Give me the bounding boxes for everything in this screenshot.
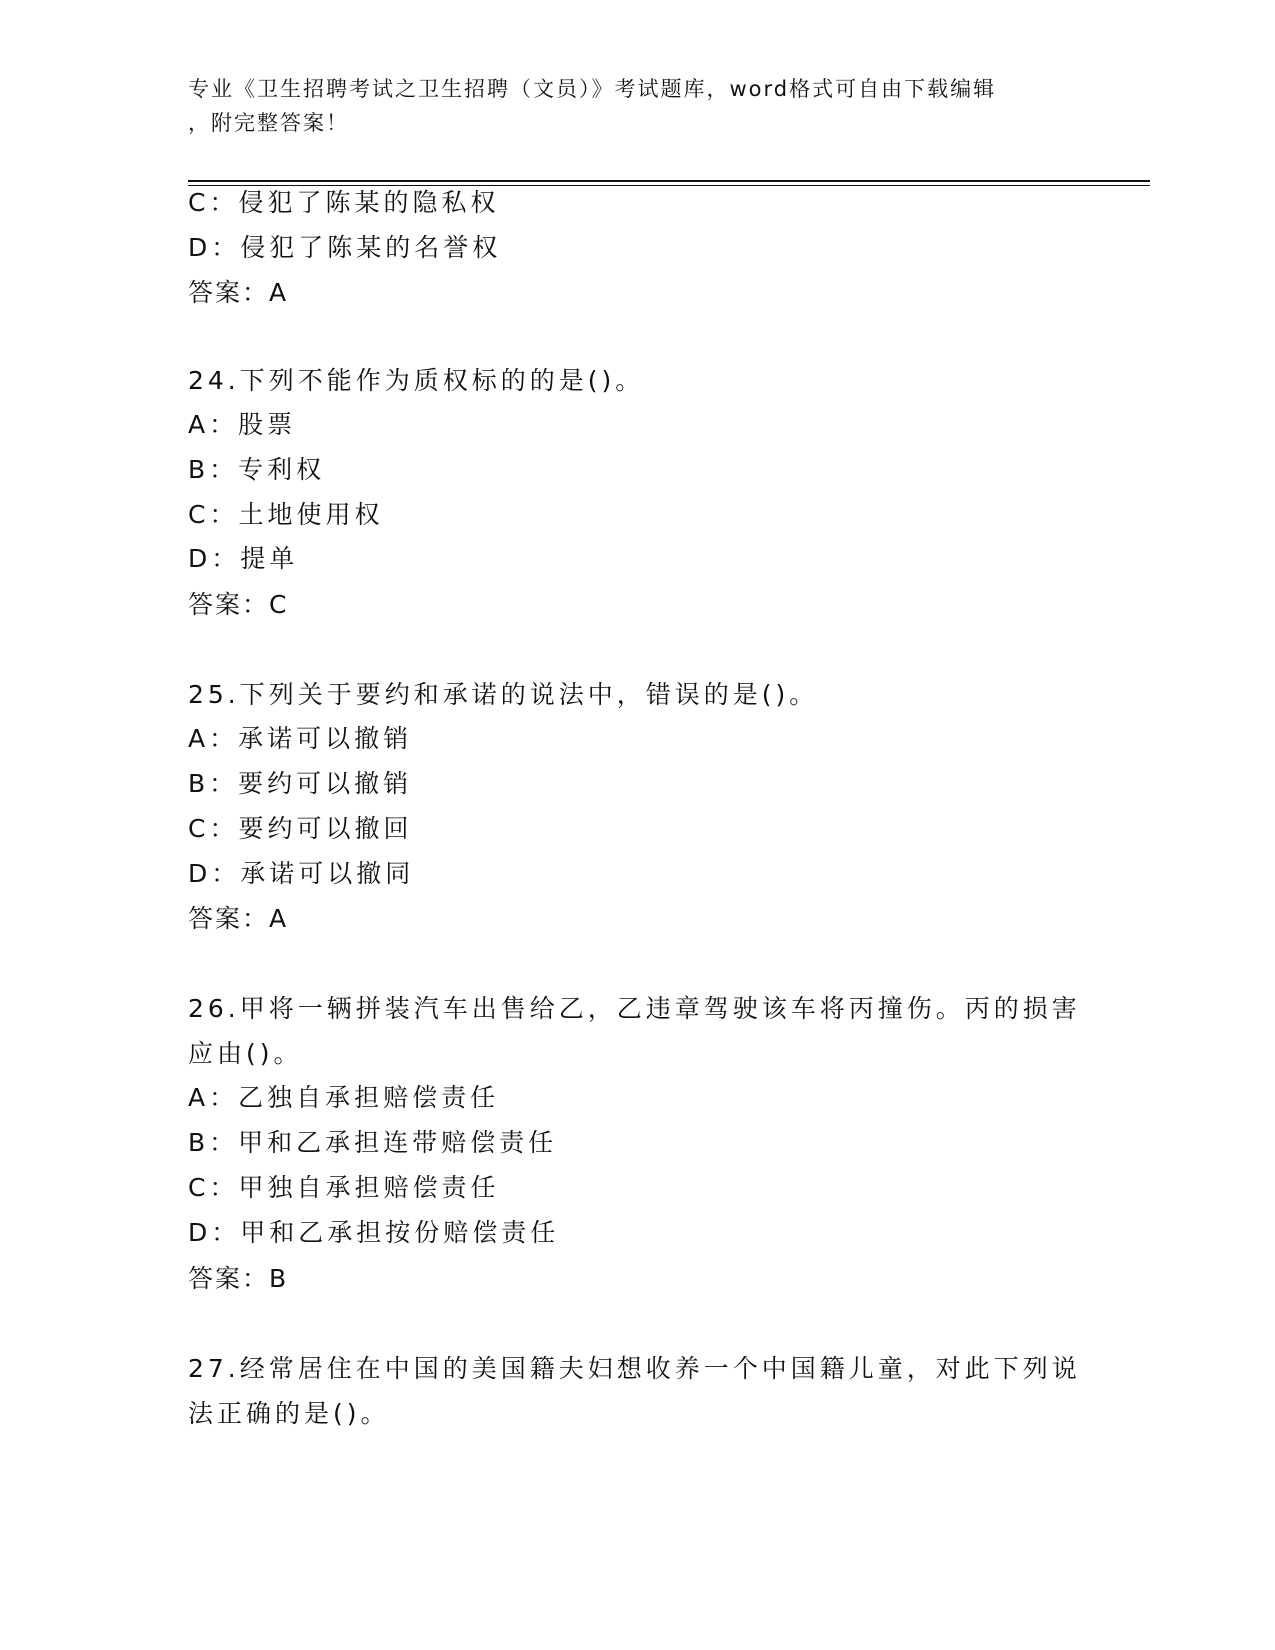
option-b: B：甲和乙承担连带赔偿责任 [188,1128,558,1157]
question-stem-continued: 法正确的是()。 [188,1399,390,1428]
question-stem: 25.下列关于要约和承诺的说法中，错误的是()。 [188,680,819,709]
header-line-2: ，附完整答案！ [188,111,349,135]
option-d: D：侵犯了陈某的名誉权 [188,233,502,262]
answer-line: 答案：C [188,590,289,619]
answer-line: 答案：A [188,904,289,933]
option-d: D：承诺可以撤同 [188,859,415,888]
option-a: A：承诺可以撤销 [188,724,413,753]
option-b: B：专利权 [188,455,326,484]
option-c: C：土地使用权 [188,500,384,529]
option-d: D：甲和乙承担按份赔偿责任 [188,1218,560,1247]
question-stem: 26.甲将一辆拼装汽车出售给乙，乙违章驾驶该车将丙撞伤。丙的损害 [188,994,1081,1023]
option-a: A：股票 [188,410,297,439]
option-d: D：提单 [188,544,299,573]
option-b: B：要约可以撤销 [188,769,413,798]
question-stem-continued: 应由()。 [188,1039,303,1068]
option-c: C：侵犯了陈某的隐私权 [188,188,500,217]
header-line-1: 专业《卫生招聘考试之卫生招聘（文员）》考试题库，word格式可自由下载编辑 [188,77,997,101]
option-c: C：甲独自承担赔偿责任 [188,1173,500,1202]
document-header [188,72,1068,140]
option-c: C：要约可以撤回 [188,814,413,843]
question-stem: 24.下列不能作为质权标的的是()。 [188,366,645,395]
question-stem: 27.经常居住在中国的美国籍夫妇想收养一个中国籍儿童，对此下列说 [188,1354,1081,1383]
answer-line: 答案：B [188,1264,289,1293]
answer-line: 答案：A [188,278,289,307]
option-a: A：乙独自承担赔偿责任 [188,1083,500,1112]
